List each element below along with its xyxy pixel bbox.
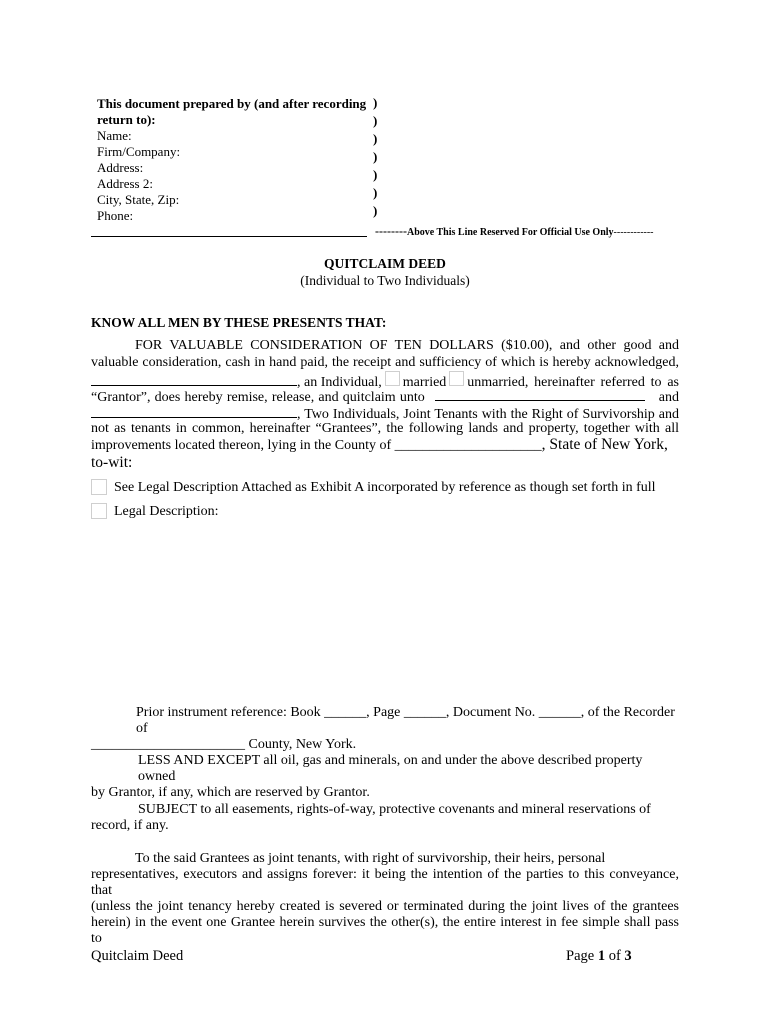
grantees-line-3: (unless the joint tenancy hereby created is severed or terminated during the joint lives of the grantees [91, 899, 679, 914]
exhibit-option-text: See Legal Description Attached as Exhibit A incorporated by reference as though set forth in full [114, 480, 656, 495]
paren-column [373, 95, 377, 221]
document-title: QUITCLAIM DEED [324, 256, 446, 271]
grantees-paragraph [91, 851, 679, 947]
paren: ) [373, 131, 378, 146]
official-trailing-dashes: ------------ [613, 227, 654, 238]
paren: ) [373, 185, 378, 200]
footer-title: Quitclaim Deed [91, 948, 184, 964]
grantees-line-1: To the said Grantees as joint tenants, with right of survivorship, their heirs, personal [135, 851, 606, 866]
official-use-text: Above This Line Reserved For Official Use Only [406, 227, 614, 238]
paren: ) [373, 113, 378, 128]
grantee2-name-blank[interactable] [91, 405, 297, 418]
official-dashes: -------- [375, 224, 407, 238]
state-text: , State of New York, [541, 436, 668, 453]
two-individuals-text: , Two Individuals, Joint Tenants with the Right of Survivorship and [297, 407, 679, 422]
county-text: improvements located thereon, lying in the County of _____________________ [91, 438, 542, 453]
exhibit-checkbox[interactable] [91, 479, 107, 495]
paren: ) [373, 95, 378, 110]
legal-description-checkbox[interactable] [91, 503, 107, 519]
recording-divider-line [91, 236, 367, 237]
paren: ) [373, 149, 378, 164]
unmarried-checkbox[interactable] [449, 371, 464, 386]
prior-line-1: Prior instrument reference: Book ______, Page ______, Document No. ______, of the Recorder of [136, 705, 675, 736]
grantees-line-4: herein) in the event one Grantee herein survives the other(s), the entire interest in fee simple shall pass to [91, 915, 679, 946]
married-text: married [402, 375, 447, 390]
official-use-line [375, 223, 654, 241]
grantees-line-2: representatives, executors and assigns forever: it being the intention of the parties to this conveyance, that [91, 867, 679, 898]
subject-line-2: record, if any. [91, 818, 169, 833]
subject-to-paragraph [91, 802, 679, 834]
address-label: Address: [97, 160, 144, 175]
body-line-2: valuable consideration, cash in hand paid, the receipt and sufficiency of which is hereby acknowledged, [91, 355, 679, 370]
page-word: Page [566, 948, 595, 964]
unmarried-text: unmarried, hereinafter referred to as [467, 375, 679, 390]
prepared-heading-line1: This document prepared by (and after recording [97, 96, 367, 111]
prior-instrument-paragraph [91, 705, 679, 753]
and-text: and [658, 390, 679, 405]
married-checkbox[interactable] [385, 371, 400, 386]
paren: ) [373, 203, 378, 218]
address2-label: Address 2: [97, 176, 153, 191]
body-line-7 [91, 437, 679, 454]
body-line-6: not as tenants in common, hereinafter “Grantees”, the following lands and property, together with all [91, 421, 679, 436]
page-number [566, 948, 632, 964]
prior-line-2: ______________________ County, New York. [91, 737, 357, 752]
body-line-1: FOR VALUABLE CONSIDERATION OF TEN DOLLARS ($10.00), and other good and [135, 338, 679, 353]
grantor-quitclaim-text: “Grantor”, does hereby remise, release, and quitclaim unto [91, 390, 425, 405]
current-page: 1 [597, 948, 606, 964]
city-state-zip-label: City, State, Zip: [97, 192, 180, 207]
less-line-2: by Grantor, if any, which are reserved by Grantor. [91, 785, 370, 800]
prepared-heading-line2: return to): [97, 112, 156, 127]
document-subtitle: (Individual to Two Individuals) [300, 273, 470, 288]
to-wit-text: to-wit: [91, 454, 133, 471]
name-label: Name: [97, 128, 132, 143]
prepared-by-block [97, 96, 372, 224]
grantee1-name-blank[interactable] [435, 388, 645, 401]
subject-line-1: SUBJECT to all easements, rights-of-way, protective covenants and mineral reservations of [138, 802, 651, 817]
body-line-4 [91, 388, 679, 406]
firm-label: Firm/Company: [97, 144, 181, 159]
know-all-men-heading: KNOW ALL MEN BY THESE PRESENTS THAT: [91, 315, 387, 330]
paren: ) [373, 167, 378, 182]
less-except-paragraph [91, 753, 679, 801]
phone-label: Phone: [97, 208, 134, 223]
total-pages: 3 [624, 948, 632, 964]
individual-text: , an Individual, [297, 375, 382, 390]
of-word: of [608, 948, 621, 964]
grantor-name-blank[interactable] [91, 373, 297, 386]
less-line-1: LESS AND EXCEPT all oil, gas and minerals, on and under the above described property owned [138, 753, 643, 784]
legal-description-label: Legal Description: [114, 504, 219, 519]
